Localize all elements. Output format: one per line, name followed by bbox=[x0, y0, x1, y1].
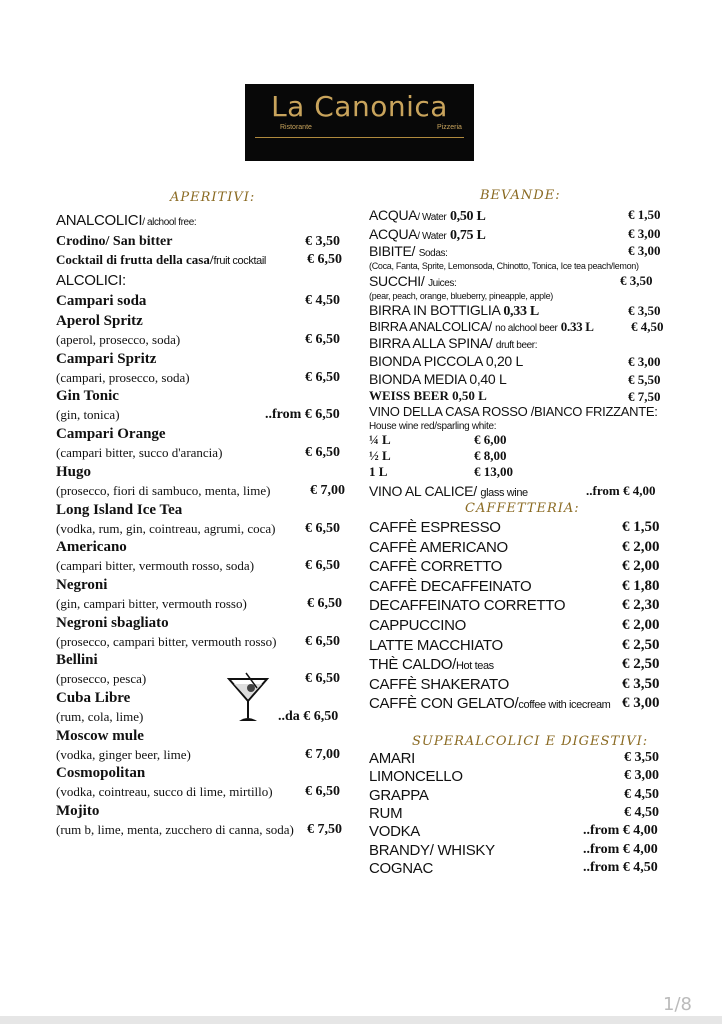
vino-casa-heading: VINO DELLA CASA ROSSO /BIANCO FRIZZANTE: bbox=[369, 404, 658, 419]
superalcolico-price: ..from € 4,00 bbox=[583, 841, 658, 857]
vino-size-price: € 8,00 bbox=[474, 448, 507, 463]
cocktail-glass-icon bbox=[226, 671, 270, 725]
aperitivo-desc: (campari bitter, vermouth rosso, soda) bbox=[56, 558, 255, 574]
bionda-media-name: BIONDA MEDIA 0,40 L bbox=[369, 371, 507, 387]
birra-bottiglia-name: BIRRA IN BOTTIGLIA 0,33 L bbox=[369, 302, 539, 319]
superalcolico-name: AMARI bbox=[369, 750, 416, 767]
weiss-price: € 7,50 bbox=[628, 389, 661, 404]
logo-right-subtitle: Pizzeria bbox=[437, 124, 462, 131]
superalcolico-price: € 3,00 bbox=[624, 768, 659, 784]
vino-size-price: € 13,00 bbox=[474, 464, 513, 479]
aperitivo-price: € 6,50 bbox=[305, 558, 340, 574]
caffe-item-name bbox=[369, 656, 494, 673]
caffe-item-label: CAPPUCCINO bbox=[369, 617, 467, 634]
superalcolico-name: GRAPPA bbox=[369, 786, 429, 804]
acqua-075-name: ACQUA/ Water 0,75 L bbox=[369, 226, 486, 243]
vino-size: 1 L bbox=[369, 464, 388, 479]
aperitivo-name: Campari Orange bbox=[56, 426, 166, 443]
caffe-item-price: € 2,50 bbox=[622, 636, 660, 653]
aperitivo-price: € 4,50 bbox=[305, 293, 340, 308]
superalcolico-price: € 4,50 bbox=[624, 804, 659, 820]
aperitivo-name: Moscow mule bbox=[56, 727, 144, 744]
aperitivo-price: ..da € 6,50 bbox=[278, 709, 339, 724]
bionda-piccola-price: € 3,00 bbox=[628, 354, 661, 369]
caffe-item-name bbox=[369, 558, 502, 575]
aperitivo-name: Long Island Ice Tea bbox=[56, 501, 183, 518]
aperitivo-desc: (gin, tonica) bbox=[56, 407, 120, 423]
caffe-item-price: € 2,30 bbox=[622, 597, 660, 614]
acqua-050-price: € 1,50 bbox=[628, 207, 661, 222]
caffe-item-name bbox=[369, 676, 509, 693]
bionda-media-price: € 5,50 bbox=[628, 372, 661, 387]
caffe-item-label: THÈ CALDO/ bbox=[369, 656, 457, 674]
aperitivo-name: Aperol Spritz bbox=[56, 313, 143, 329]
aperitivo-price: € 6,50 bbox=[305, 520, 340, 536]
aperitivo-price: € 6,50 bbox=[305, 332, 340, 347]
caffe-item-note: coffee with icecream bbox=[518, 699, 611, 712]
bevande-title: BEVANDE: bbox=[480, 188, 561, 203]
aperitivo-name: Hugo bbox=[56, 463, 92, 480]
vino-calice-price: ..from € 4,00 bbox=[586, 483, 656, 498]
superalcolico-name: COGNAC bbox=[369, 859, 434, 877]
caffe-item-price: € 3,50 bbox=[622, 675, 660, 692]
aperitivo-name: Cuba Libre bbox=[56, 690, 131, 706]
cocktail-frutta-name: Cocktail di frutta della casa/fruit cocktail bbox=[56, 252, 266, 267]
caffe-item-name bbox=[369, 617, 466, 634]
aperitivo-name: Gin Tonic bbox=[56, 388, 119, 405]
aperitivo-desc: (prosecco, pesca) bbox=[56, 671, 147, 687]
aperitivo-desc: (vodka, rum, gin, cointreau, agrumi, coca) bbox=[56, 520, 276, 536]
analcolici-heading: ANALCOLICI/ alchool free: bbox=[56, 212, 197, 229]
succhi-list: (pear, peach, orange, blueberry, pineapple, apple) bbox=[369, 291, 553, 301]
superalcolico-name: VODKA bbox=[369, 823, 421, 841]
aperitivo-desc: (campari, prosecco, soda) bbox=[56, 369, 190, 385]
superalcolico-price: ..from € 4,50 bbox=[583, 859, 658, 875]
aperitivi-title: APERITIVI: bbox=[170, 190, 256, 205]
aperitivo-price: € 6,50 bbox=[305, 671, 340, 687]
bibite-name: BIBITE/ Sodas: bbox=[369, 243, 448, 259]
superalcolico-name: RUM bbox=[369, 804, 403, 822]
logo-name: La Canonica bbox=[271, 90, 448, 123]
caffe-item-label: DECAFFEINATO CORRETTO bbox=[369, 597, 566, 615]
aperitivo-name: Mojito bbox=[56, 803, 100, 820]
aperitivo-name: Negroni bbox=[56, 576, 108, 593]
aperitivo-name: Negroni sbagliato bbox=[56, 614, 169, 631]
aperitivo-desc: (vodka, cointreau, succo di lime, mirtillo) bbox=[56, 784, 273, 800]
succhi-price: € 3,50 bbox=[620, 273, 653, 288]
aperitivo-price: € 6,50 bbox=[307, 595, 342, 611]
acqua-075-price: € 3,00 bbox=[628, 226, 661, 241]
aperitivo-name: Campari soda bbox=[56, 293, 147, 309]
aperitivo-desc: (rum, cola, lime) bbox=[56, 709, 144, 724]
caffe-item-name bbox=[369, 519, 501, 536]
bionda-piccola-name: BIONDA PICCOLA 0,20 L bbox=[369, 353, 523, 369]
aperitivo-price: ..from € 6,50 bbox=[265, 407, 340, 423]
superalcolici-title: SUPERALCOLICI E DIGESTIVI: bbox=[412, 734, 649, 749]
caffe-item-name bbox=[369, 578, 531, 595]
birra-bottiglia-price: € 3,50 bbox=[628, 303, 661, 318]
restaurant-logo bbox=[245, 84, 474, 161]
aperitivo-name: Cosmopolitan bbox=[56, 765, 146, 782]
vino-casa-note: House wine red/sparling white: bbox=[369, 421, 497, 432]
bibite-list: (Coca, Fanta, Sprite, Lemonsoda, Chinotto, Tonica, Ice tea peach/lemon) bbox=[369, 261, 639, 271]
vino-calice-name: VINO AL CALICE/ glass wine bbox=[369, 483, 528, 499]
caffe-item-price: € 2,00 bbox=[622, 558, 660, 575]
alcolici-heading: ALCOLICI: bbox=[56, 272, 126, 289]
aperitivo-desc: (gin, campari bitter, vermouth rosso) bbox=[56, 595, 247, 611]
crodino-price: € 3,50 bbox=[305, 234, 340, 249]
aperitivo-desc: (campari bitter, succo d'arancia) bbox=[56, 445, 223, 461]
aperitivo-price: € 6,50 bbox=[305, 369, 340, 385]
caffe-item-price: € 2,00 bbox=[622, 538, 660, 555]
caffe-item-name bbox=[369, 597, 565, 614]
aperitivo-price: € 7,50 bbox=[307, 822, 342, 838]
aperitivo-desc: (rum b, lime, menta, zucchero di canna, soda) bbox=[56, 822, 294, 838]
aperitivo-name: Americano bbox=[56, 539, 127, 556]
superalcolico-price: ..from € 4,00 bbox=[583, 823, 658, 839]
weiss-name: WEISS BEER 0,50 L bbox=[369, 388, 487, 403]
aperitivo-price: € 7,00 bbox=[305, 746, 340, 762]
birra-spina-heading: BIRRA ALLA SPINA/ druft beer: bbox=[369, 335, 538, 351]
caffe-item-label: CAFFÈ CORRETTO bbox=[369, 558, 503, 576]
caffe-item-price: € 3,00 bbox=[622, 695, 660, 712]
caffe-item-price: € 2,00 bbox=[622, 617, 660, 633]
acqua-050-name: ACQUA/ Water 0,50 L bbox=[369, 207, 486, 224]
cocktail-frutta-price: € 6,50 bbox=[307, 252, 342, 267]
caffe-item-label: CAFFÈ ESPRESSO bbox=[369, 519, 501, 536]
superalcolico-name: LIMONCELLO bbox=[369, 768, 463, 786]
superalcolico-price: € 3,50 bbox=[624, 750, 659, 765]
aperitivo-price: € 6,50 bbox=[305, 784, 340, 800]
caffe-item-label: LATTE MACCHIATO bbox=[369, 636, 503, 654]
caffe-item-label: CAFFÈ CON GELATO/ bbox=[369, 695, 519, 713]
caffe-item-label: CAFFÈ SHAKERATO bbox=[369, 675, 509, 693]
aperitivo-desc: (prosecco, campari bitter, vermouth rosso) bbox=[56, 633, 277, 649]
vino-size: ½ L bbox=[369, 448, 391, 463]
aperitivo-desc: (aperol, prosecco, soda) bbox=[56, 332, 181, 347]
aperitivo-desc: (vodka, ginger beer, lime) bbox=[56, 746, 191, 762]
caffe-item-price: € 2,50 bbox=[622, 656, 660, 673]
caffe-item-name bbox=[369, 637, 503, 654]
bibite-price: € 3,00 bbox=[628, 243, 661, 258]
caffe-item-price: € 1,50 bbox=[622, 519, 660, 535]
page-indicator: 1/8 bbox=[663, 994, 692, 1015]
aperitivo-price: € 6,50 bbox=[305, 633, 340, 649]
caffe-item-label: CAFFÈ DECAFFEINATO bbox=[369, 577, 532, 595]
crodino-name: Crodino/ San bitter bbox=[56, 234, 173, 249]
caffe-item-name bbox=[369, 539, 508, 556]
birra-analcolica-name: BIRRA ANALCOLICA/ no alchool beer 0.33 L bbox=[369, 319, 594, 334]
aperitivo-price: € 6,50 bbox=[305, 445, 340, 461]
caffe-item-note: Hot teas bbox=[456, 660, 494, 673]
aperitivo-name: Bellini bbox=[56, 652, 98, 669]
bottom-toolbar-edge bbox=[0, 1016, 722, 1024]
caffe-item-price: € 1,80 bbox=[622, 577, 660, 594]
succhi-name: SUCCHI/ Juices: bbox=[369, 273, 457, 289]
logo-left-subtitle: Ristorante bbox=[280, 124, 312, 131]
superalcolico-price: € 4,50 bbox=[624, 786, 659, 802]
aperitivo-price: € 7,00 bbox=[310, 482, 345, 498]
caffetteria-title: CAFFETTERIA: bbox=[465, 501, 580, 516]
superalcolico-name: BRANDY/ WHISKY bbox=[369, 841, 495, 859]
aperitivo-name: Campari Spritz bbox=[56, 350, 157, 367]
vino-size: ¼ L bbox=[369, 432, 391, 447]
birra-analcolica-price: € 4,50 bbox=[631, 319, 664, 334]
caffe-item-label: CAFFÈ AMERICANO bbox=[369, 538, 508, 556]
aperitivo-desc: (prosecco, fiori di sambuco, menta, lime) bbox=[56, 482, 271, 498]
logo-divider bbox=[255, 137, 464, 138]
vino-size-price: € 6,00 bbox=[474, 432, 507, 447]
caffe-item-name bbox=[369, 695, 610, 712]
